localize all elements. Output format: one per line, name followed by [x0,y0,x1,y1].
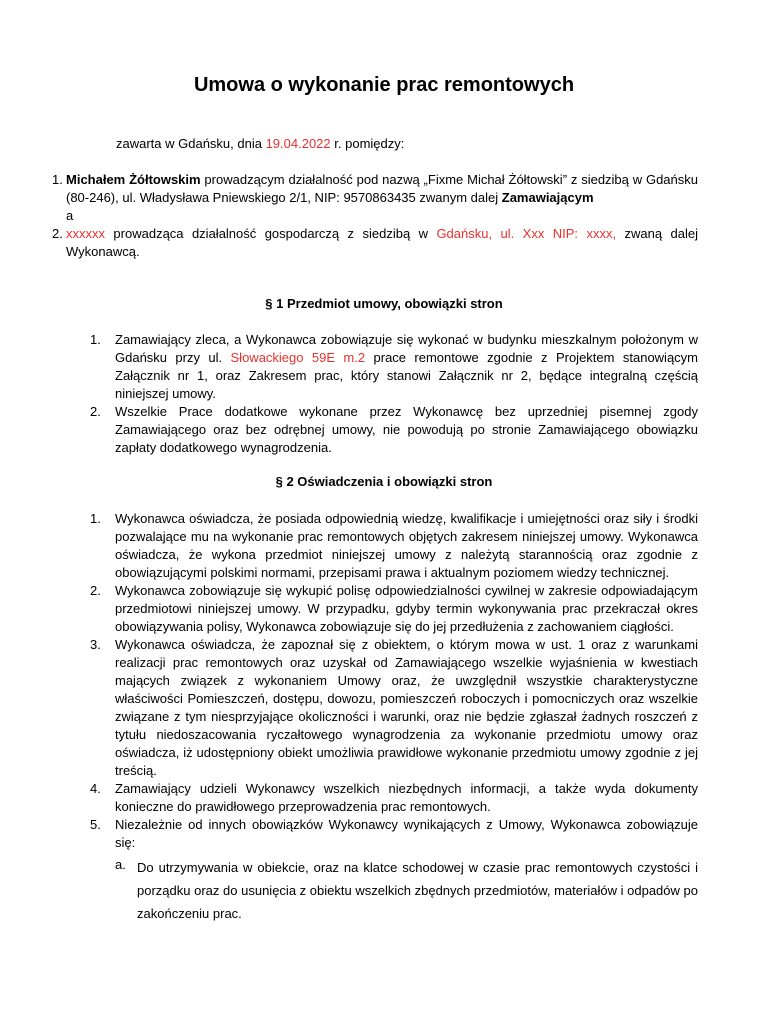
item-number: 2. [90,583,101,598]
party-ordering [52,171,698,207]
item-text: Wykonawca oświadcza, że zapoznał się z obiektem, o którym mowa w ust. 1 oraz z warunkami realizacji prac remontowych oraz uzyskał od Zamawiającego wszelkie wyjaśnienia w kwestiach mających związek z wykonaniem Umowy oraz, że uwzględnił wszystkie charakterystyczne właściwości Pomieszczeń, dostępu, dowozu, pomieszczeń roboczych i pomocniczych oraz wszelkie związane z tym niesprzyjające okoliczności i warunki, oraz nie będzie zgłaszał żadnych roszczeń z tytułu niedoszacowania ryczałtowego wynagrodzenia za wykonanie przedmiotu umowy oraz oświadcza, iż udostępniony obiekt umożliwia prawidłowe wykonanie przedmiotu umowy zgodnie z jej treścią. [115,637,698,778]
party-number: 1. [52,172,63,187]
item-number: 1. [90,332,101,347]
party-contractor [52,225,698,261]
party-text [66,171,698,207]
party-number: 2. [52,226,63,241]
parties-list [52,171,698,261]
sub-item-text: Do utrzymywania w obiekcie, oraz na klatce schodowej w czasie prac remontowych czystości i porządku oraz do usunięcia z obiektu wszelkich zbędnych przedmiotów, materiałów i odpadów po zakończeniu prac. [137,860,698,921]
item-number: 4. [90,781,101,796]
item-number: 1. [90,511,101,526]
party-separator: a [66,208,74,223]
list-item [90,780,698,816]
contract-date: 19.04.2022 [265,136,331,151]
list-item [90,510,698,582]
party-description-end: zwaną dalej Wykonawcą. [66,226,698,259]
item-number: 5. [90,817,101,832]
item-text [115,331,698,403]
item-text: Wszelkie Prace dodatkowe wykonane przez Wykonawcę bez uprzedniej pisemnej zgody Zamawiającego oraz bez odrębnej umowy, nie powodują po stronie Zamawiającego obowiązku zapłaty dodatkowego wynagrodzenia. [115,404,698,455]
item-text: Wykonawca oświadcza, że posiada odpowiednią wiedzę, kwalifikacje i umiejętności oraz siły i środki pozwalające mu na wykonanie prac remontowych objętych zakresem niniejszej umowy. Wykonawca oświadcza, że wykona przedmiot niniejszej umowy z należytą starannością oraz zgodnie z obowiązującymi polskimi normami, przepisami prawa i aktualnym poziomem wiedzy technicznej. [115,511,698,580]
sub-list-item [115,856,698,925]
list-item [90,403,698,457]
party-description: prowadzącym działalność pod nazwą „Fixme Michał Żółtowski” z siedzibą w Gdańsku (80-246), ul. Władysława Pniewskiego 2/1, NIP: 9570863435 zwanym dalej [66,172,698,205]
item-number: 2. [90,404,101,419]
intro-line [116,135,404,153]
party-address: Gdańsku, ul. Xxx NIP: xxxx, [436,226,617,241]
list-item [90,331,698,403]
item-text-end: prace remontowe zgodnie z Projektem stanowiącym Załącznik nr 1, oraz Zakresem prac, który stanowi Załącznik nr 2, będące integralną częścią niniejszej umowy. [115,350,699,401]
section-2-list [90,510,698,925]
document-title: Umowa o wykonanie prac remontowych [193,74,575,96]
list-item [90,816,698,852]
party-role: Zamawiającym [501,190,594,205]
item-text: Wykonawca zobowiązuje się wykupić polisę odpowiedzialności cywilnej w zakresie odpowiadającym przedmiotowi niniejszej umowy. W przypadku, gdyby termin wykonywania prac przekraczał okres obowiązywania polisy, Wykonawca zobowiązuje się do jej przedłużenia z zachowaniem ciągłości. [115,583,698,634]
party-name: xxxxxx [66,226,105,241]
intro-prefix: zawarta w Gdańsku, dnia [116,136,266,151]
party-text [66,225,698,261]
intro-suffix: r. pomiędzy: [330,136,405,151]
section-1-title: § 1 Przedmiot umowy, obowiązki stron [265,296,503,311]
section-1-list [90,331,698,457]
item-text: Zamawiający udzieli Wykonawcy wszelkich niezbędnych informacji, a także wyda dokumenty konieczne do prawidłowego przeprowadzenia prac remontowych. [115,781,698,814]
list-item [90,636,698,780]
item-address: Słowackiego 59E m.2 [230,350,366,365]
item-number: 3. [90,637,101,652]
list-item [90,582,698,636]
sub-item-letter: a. [115,857,126,872]
party-name: Michałem Żółtowskim [66,172,201,187]
item-text-start: Zamawiający zleca, a Wykonawca zobowiązuje się wykonać w budynku mieszkalnym położonym w Gdańsku przy ul. [115,332,698,365]
party-description: prowadząca działalność gospodarczą z siedzibą w [105,226,437,241]
section-2-title: § 2 Oświadczenia i obowiązki stron [275,474,493,489]
item-text: Niezależnie od innych obowiązków Wykonawcy wynikających z Umowy, Wykonawca zobowiązuje się: [115,817,698,850]
